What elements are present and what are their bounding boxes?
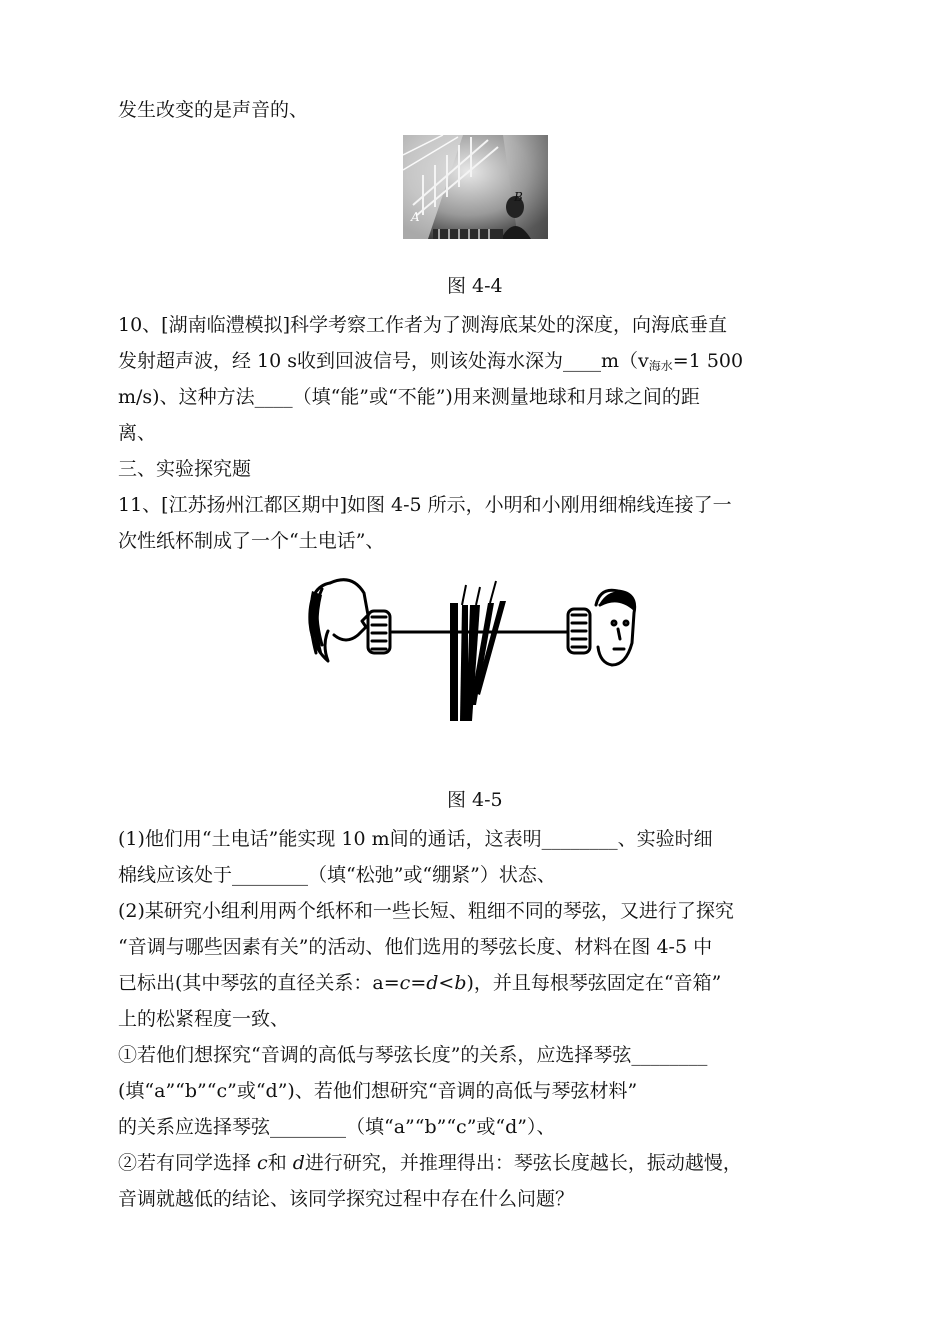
text-line: 音调就越低的结论、该同学探究过程中存在什么问题？ bbox=[118, 1188, 575, 1210]
text-line: “音调与哪些因素有关”的活动、他们选用的琴弦长度、材料在图 4-5 中 bbox=[118, 936, 713, 958]
figure-caption: 图 4-5 bbox=[447, 789, 503, 811]
text-line: 次性纸杯制成了一个“土电话”、 bbox=[118, 530, 385, 552]
label-a: A bbox=[411, 210, 420, 224]
text-line: 已标出(其中琴弦的直径关系：a=c=d<b)，并且每根琴弦固定在“音箱” bbox=[118, 972, 722, 994]
text-line: 的关系应选择琴弦________（填“a”“b”“c”或“d”）、 bbox=[118, 1116, 556, 1138]
text-line: (1)他们用“土电话”能实现 10 m间的通话，这表明________、实验时细 bbox=[118, 828, 713, 850]
text-line: (2)某研究小组利用两个纸杯和一些长短、粗细不同的琴弦，又进行了探究 bbox=[118, 900, 734, 922]
text-line: 11、[江苏扬州江都区期中]如图 4-5 所示，小明和小刚用细棉线连接了一 bbox=[118, 494, 732, 516]
string-telephone-drawing bbox=[300, 565, 645, 722]
section-heading: 三、实验探究题 bbox=[118, 458, 252, 480]
text-line: 发射超声波，经 10 s收到回波信号，则该处海水深为____m（v海水=1 500 bbox=[118, 350, 744, 373]
text-line: 棉线应该处于________（填“松弛”或“绷紧”）状态、 bbox=[118, 864, 556, 886]
text-line: ②若有同学选择 c和 d进行研究，并推理得出：琴弦长度越长，振动越慢， bbox=[118, 1152, 742, 1174]
text-line: 10、[湖南临澧模拟]科学考察工作者为了测海底某处的深度，向海底垂直 bbox=[118, 314, 728, 336]
label-b: B bbox=[514, 190, 523, 204]
figure-caption: 图 4-4 bbox=[447, 275, 503, 297]
text-line: m/s)、这种方法____（填“能”或“不能”)用来测量地球和月球之间的距 bbox=[118, 386, 700, 408]
text-line: 离、 bbox=[118, 422, 157, 444]
text-line: (填“a”“b”“c”或“d”)、若他们想研究“音调的高低与琴弦材料” bbox=[118, 1080, 638, 1102]
text-line: 发生改变的是声音的、 bbox=[118, 99, 309, 121]
stairwell-photo bbox=[403, 135, 548, 239]
text-line: ①若他们想探究“音调的高低与琴弦长度”的关系，应选择琴弦________ bbox=[118, 1044, 708, 1066]
text-line: 上的松紧程度一致、 bbox=[118, 1008, 290, 1030]
